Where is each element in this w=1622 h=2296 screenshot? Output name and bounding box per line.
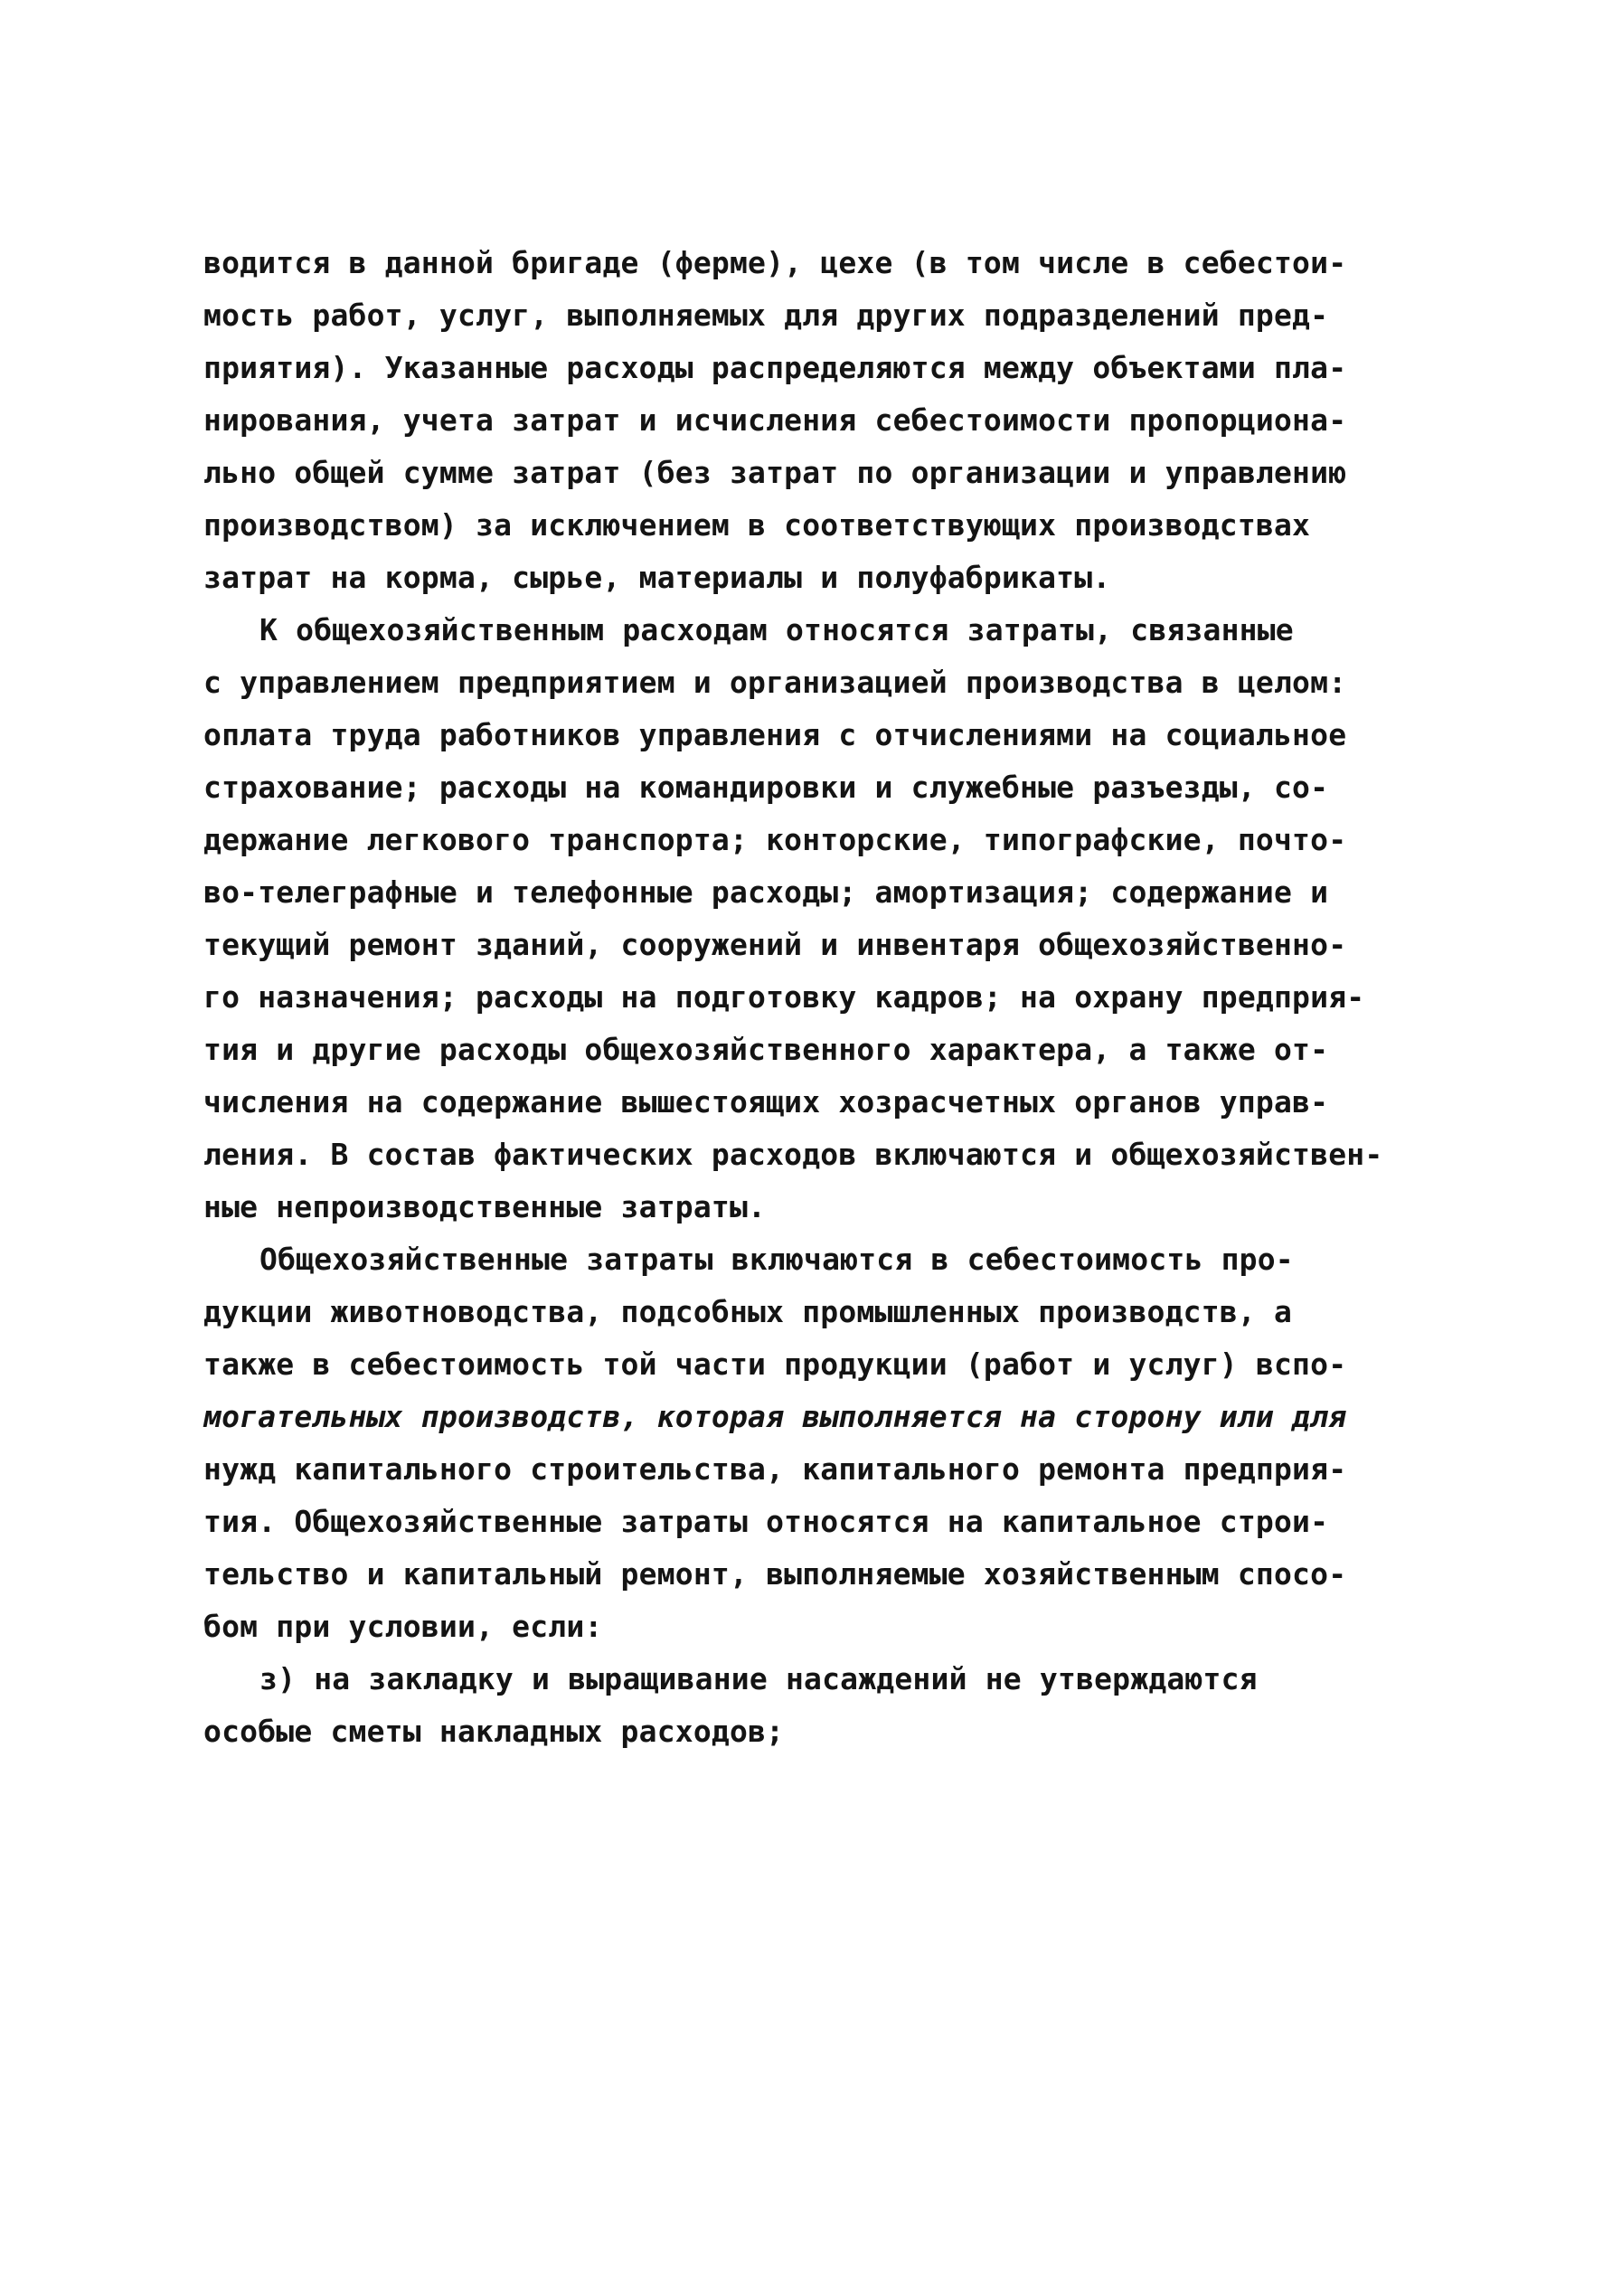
text-line: производством) за исключением в соответствующих производствах	[203, 507, 1311, 543]
text-line: держание легкового транспорта; конторские, типографские, почто-	[203, 822, 1347, 857]
text-line: затрат на корма, сырье, материалы и полуфабрикаты.	[203, 560, 1111, 595]
text-line: льно общей сумме затрат (без затрат по организации и управлению	[203, 455, 1347, 490]
text-line: числения на содержание вышестоящих хозрасчетных органов управ-	[203, 1084, 1329, 1120]
text-line: дукции животноводства, подсобных промышленных производств, а	[203, 1294, 1293, 1329]
text-line: страхование; расходы на командировки и служебные разъезды, со-	[203, 770, 1329, 805]
text-line: могательных производств, которая выполняется на сторону или для	[203, 1399, 1347, 1434]
text-line: во-телеграфные и телефонные расходы; амортизация; содержание и	[203, 874, 1329, 910]
text-line: особые сметы накладных расходов;	[203, 1714, 785, 1749]
text-line: ные непроизводственные затраты.	[203, 1189, 767, 1224]
paragraph-start-line: К общехозяйственным расходам относятся затраты, связанные	[259, 612, 1294, 647]
text-line: тельство и капитальный ремонт, выполняемые хозяйственным спосо-	[203, 1556, 1347, 1592]
text-line: также в себестоимость той части продукции (работ и услуг) вспо-	[203, 1346, 1347, 1382]
document-body	[203, 237, 1383, 1758]
text-line: приятия). Указанные расходы распределяются между объектами пла-	[203, 350, 1347, 385]
text-line: водится в данной бригаде (ферме), цехе (в том числе в себестои-	[203, 245, 1347, 280]
text-line: оплата труда работников управления с отчислениями на социальное	[203, 717, 1347, 752]
text-line: го назначения; расходы на подготовку кадров; на охрану предприя-	[203, 979, 1365, 1015]
paragraph-start-line: Общехозяйственные затраты включаются в себестоимость про-	[259, 1242, 1294, 1277]
text-line: мость работ, услуг, выполняемых для других подразделений пред-	[203, 298, 1329, 333]
text-line: ления. В состав фактических расходов включаются и общехозяйствен-	[203, 1137, 1383, 1172]
text-line: нирования, учета затрат и исчисления себестоимости пропорциона-	[203, 402, 1347, 438]
text-line: текущий ремонт зданий, сооружений и инвентаря общехозяйственно-	[203, 927, 1347, 962]
text-line: с управлением предприятием и организацией производства в целом:	[203, 665, 1347, 700]
list-item-line: з) на закладку и выращивание насаждений не утверждаются	[259, 1661, 1258, 1696]
text-line: бом при условии, если:	[203, 1609, 603, 1644]
text-line: тия. Общехозяйственные затраты относятся на капитальное строи-	[203, 1504, 1329, 1539]
text-line: тия и другие расходы общехозяйственного характера, а также от-	[203, 1032, 1329, 1067]
text-line: нужд капитального строительства, капитального ремонта предприя-	[203, 1451, 1347, 1487]
